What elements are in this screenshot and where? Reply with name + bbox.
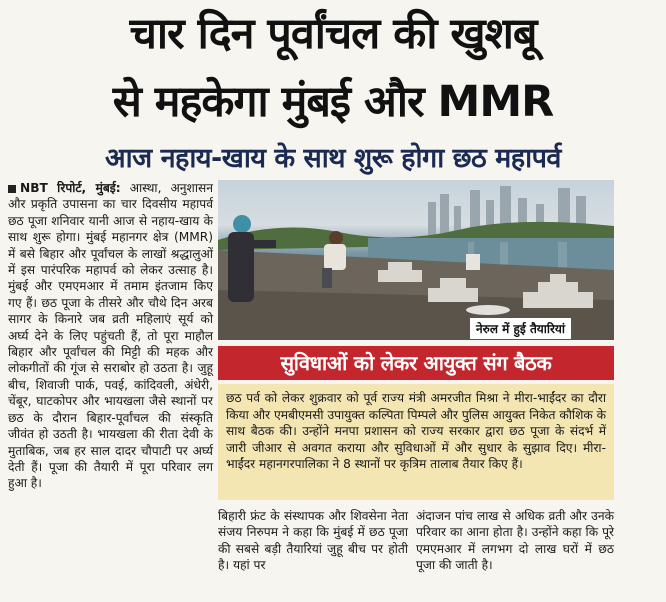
sidebar-text: छठ पर्व को लेकर शुक्रवार को पूर्व राज्य मंत्री अमरजीत मिश्रा ने मीरा-भाईंदर का दौरा किया और एमबीएमसी उपायुक्त कल्पिता पिम्पले और पुलिस आयुक्त निकेत कौशिक के साथ बैठक की। उन्होंने मनपा प्रशासन को राज्य सरकार द्वारा छठ पूजा के संदर्भ में जारी जीआर से अवगत कराया और सुविधाओं में और सुधार के सुझाव दिए। मीरा-भाईंदर महानगरपालिका ने 8 स्थानों पर कृत्रिम तालाब तैयार किए हैं। (226, 391, 606, 472)
bottom-column-b: अंदाजन पांच लाख से अधिक व्रती और उनके परिवार का आना होता है। उन्होंने कहा कि पूरे एमएमआर में लगभग दो लाख घरों में छठ पूजा की जाती है। (416, 509, 614, 573)
bullet-square-icon (8, 185, 16, 193)
headline-line-1: चार दिन पूर्वांचल की खुशबू (129, 9, 537, 59)
headline-line-2: से महकेगा मुंबई और MMR (112, 77, 554, 127)
left-article-column (8, 180, 213, 492)
photo-illustration (218, 180, 614, 340)
dateline: NBT रिपोर्ट, मुंबई: (20, 181, 121, 195)
news-photo (218, 180, 614, 340)
subheadline: आज नहाय-खाय के साथ शुरू होगा छठ महापर्व (105, 143, 561, 174)
left-article-text: आस्था, अनुशासन और प्रकृति उपासना का चार दिवसीय महापर्व छठ पूजा शनिवार यानी आज से नहाय-खाय के साथ शुरू होगा। मुंबई महानगर क्षेत्र (MMR) में बसे बिहार और पूर्वांचल के लाखों श्रद्धालुओं में इस पारंपरिक महापर्व को लेकर उत्साह है। मुंबई और एमएमआर में तमाम इंतजाम किए गए हैं। छठ पूजा के तीसरे और चौथे दिन अरब सागर के किनारे जब व्रती महिलाएं सूर्य को अर्घ्य देने के लिए पहुंचती हैं, तो पूरा माहौल बिहार और पूर्वांचल की मिट्टी की महक और लोकगीतों की गूंज से सराबोर हो उठता है। जुहू बीच, शिवाजी पार्क, पवई, कांदिवली, अंधेरी, चेंबूर, घाटकोपर और भायखला जैसे स्थानों पर छठ के दौरान बिहार-पूर्वांचल की संस्कृति जीवंत हो उठती है। भायखला की रीता देवी के मुताबिक, जब हर साल दादर चौपाटी पर अर्घ्य देती हैं। पूजा की तैयारी में पूरा परिवार लग हुआ है। (8, 181, 213, 491)
photo-caption: नेरुल में हुई तैयारियां (470, 318, 571, 339)
sidebar-box (218, 384, 614, 500)
sidebar-banner-title: सुविधाओं को लेकर आयुक्त संग बैठक (218, 346, 614, 380)
bottom-column-a: बिहारी फ्रंट के संस्थापक और शिवसेना नेता संजय निरुपम ने कहा कि मुंबई में छठ पूजा की सबसे बड़ी तैयारियां जुहू बीच पर होती है। यहां पर (218, 509, 408, 573)
